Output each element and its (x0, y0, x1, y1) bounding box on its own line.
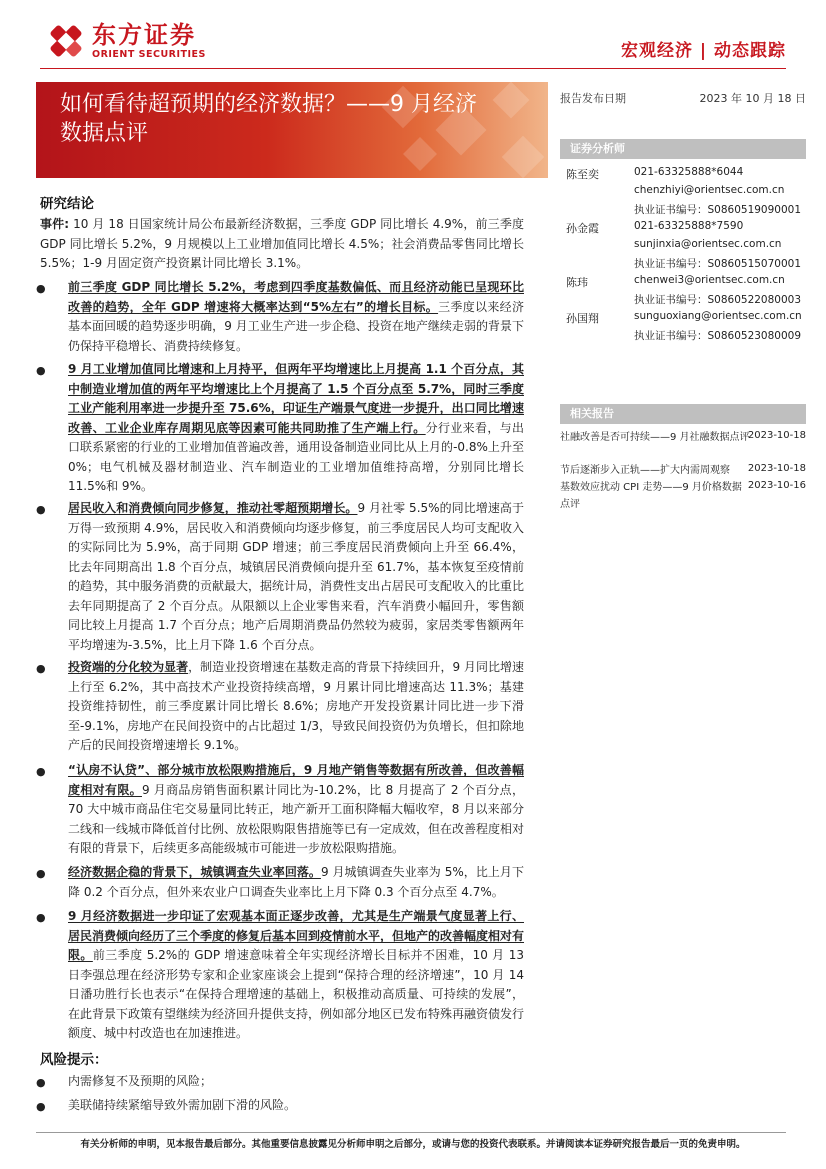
bullet-icon: ● (36, 1076, 46, 1089)
bullet-icon: ● (36, 765, 46, 778)
report-category: 宏观经济 | 动态跟踪 (620, 41, 786, 61)
related-report-date: 2023-10-16 (747, 480, 806, 491)
report-title-line1: 如何看待超预期的经济数据？——9 月经济 (60, 92, 477, 117)
point-highlight: 经济数据企稳的背景下，城镇调查失业率回落。 (68, 865, 321, 879)
point-text: 三季度以来经济基本面回暖的趋势逐步明确，9 月工业生产进一步企稳、投资在地产继续走弱的背景下仍保持平稳增长、消费持续修复。 (68, 299, 524, 353)
risk-item: 内需修复不及预期的风险； (68, 1074, 213, 1088)
point-highlight: 9 月工业增加值同比增速和上月持平，但两年平均增速比上月提高 1.1 个百分点，其中制造业增加值的两年平均增速比上个月提高了 1.5 个百分点至 5.7%，同时三季度工业产能利用率进一步提升至 75.6%，印证生产端景气度进一步提升，出口同比增速改善、工业企业库存周期见底等因素可能共同助推了生产端上行。 (68, 362, 524, 435)
analyst-email[interactable]: sunguoxiang@orientsec.com.cn (634, 310, 802, 322)
conclusion-point (68, 499, 524, 655)
logo-cn-text: 东方证券 (92, 20, 196, 49)
conclusion-point (68, 863, 524, 902)
related-heading-label: 相关报告 (570, 407, 614, 420)
event-paragraph (40, 215, 524, 274)
bullet-icon: ● (36, 503, 46, 516)
conclusion-point (68, 658, 524, 756)
bullet-icon: ● (36, 867, 46, 880)
point-highlight: “认房不认贷”、部分城市放松限购措施后，9 月地产销售等数据有所改善，但改善幅度相对有限。 (68, 763, 524, 797)
related-report-link[interactable]: 节后逐渐步入正轨——扩大内需周观察 (560, 465, 730, 476)
footer-divider (36, 1132, 786, 1133)
bullet-icon: ● (36, 364, 46, 377)
point-text: 前三季度 5.2%的 GDP 增速意味着全年实现经济增长目标并不困难，10 月 13 日李强总理在经济形势专家和企业家座谈会上提到“保持合理的经济增速”，10 月 14 日潘功胜行长也表示“在保持合理增速的基础上，积极推动高质量、可持续的发展”，在此背景下政策有望继续为经济回升提供支持，例如部分地区已发布特殊再融资债发行额度、城中村改造也在加速推进。 (68, 948, 525, 1040)
point-highlight: 前三季度 GDP 同比增长 5.2%，考虑到四季度基数偏低、而且经济动能已呈现环比改善的趋势，全年 GDP 增速将大概率达到“5%左右”的增长目标。 (68, 280, 524, 314)
related-report-link[interactable]: 社融改善是否可持续——9 月社融数据点评 (560, 432, 750, 443)
conclusion-point (68, 907, 524, 1044)
analyst-email[interactable]: chenzhiyi@orientsec.com.cn (634, 184, 785, 196)
company-logo (48, 20, 238, 62)
analyst-name: 陈至奕 (566, 168, 599, 181)
bullet-icon: ● (36, 1100, 46, 1113)
risk-item: 美联储持续紧缩导致外需加剧下滑的风险。 (68, 1098, 297, 1112)
bullet-icon: ● (36, 282, 46, 295)
report-title-line2: 数据点评 (60, 121, 149, 146)
bullet-icon: ● (36, 662, 46, 675)
point-text: 9 月城镇调查失业率为 5%，比上月下降 0.2 个百分点，但外来农业户口调查失业率比上月下降 0.3 个百分点至 4.7%。 (68, 865, 524, 899)
point-text: ，制造业投资增速在基数走高的背景下持续回升，9 月同比增速上行至 6.2%，其中高技术产业投资持续高增，9 月累计同比增速高达 11.3%；基建投资维持韧性，前三季度累计同比增长 8.6%；房地产开发投资累计同比进一步下滑至-9.1%，房地产在民间投资中的占比超过 1/3，导致民间投资仍为负增长，但扣除地产后的民间投资增速增长 9.1%。 (68, 660, 524, 752)
analyst-cert: 执业证书编号：S0860522080003 (634, 294, 802, 306)
logo-mark-icon (48, 23, 84, 59)
analyst-name: 孙金霞 (566, 222, 599, 235)
analyst-phone: 021-63325888*7590 (634, 220, 744, 232)
analyst-phone: 021-63325888*6044 (634, 166, 744, 178)
point-highlight: 投资端的分化较为显著 (68, 660, 189, 674)
analyst-cert: 执业证书编号：S0860523080009 (634, 330, 802, 342)
report-date-label: 报告发布日期 (560, 92, 626, 105)
point-text: 9 月商品房销售面积累计同比为-10.2%，比 8 月提高了 2 个百分点，70 大中城市商品住宅交易量同比转正，地产新开工面积降幅大幅收窄，8 月以来部分二线和一线城市降低首付比例、放松限购限售措施等已有一定成效，但在改善程度相对有限的背景下，后续更多高能级城市可能进一步放松限购措施。 (68, 782, 525, 855)
related-report-date: 2023-10-18 (747, 463, 806, 474)
conclusion-point (68, 278, 524, 356)
analysts-heading-label: 证券分析师 (570, 142, 625, 155)
conclusion-point (68, 761, 524, 859)
logo-en-text: ORIENT SECURITIES (92, 48, 206, 60)
point-highlight: 居民收入和消费倾向同步修复，推动社零超预期增长。 (68, 501, 358, 515)
conclusion-point (68, 360, 524, 497)
related-report-date: 2023-10-18 (747, 430, 806, 441)
event-label: 事件: (40, 217, 70, 231)
report-title (60, 90, 540, 148)
point-text: 分行业来看，与出口联系紧密的行业的工业增加值普遍改善，通用设备制造业同比从上月的-0.8%上升至 0%；电气机械及器材制造业、汽车制造业的工业增加值维持高增，分别同比增长 11.5%和 9%。 (68, 420, 524, 493)
footer-disclaimer: 有关分析师的申明，见本报告最后部分。其他重要信息披露见分析师申明之后部分，或请与您的投资代表联系。并请阅读本证券研究报告最后一页的免责申明。 (80, 1139, 746, 1150)
title-banner (36, 82, 548, 178)
conclusion-heading: 研究结论 (40, 196, 94, 212)
related-heading (560, 404, 806, 424)
point-text: 9 月社零 5.5%的同比增速高于万得一致预期 4.9%，居民收入和消费倾向均逐步修复，前三季度居民人均可支配收入的实际同比为 5.9%，高于同期 GDP 增速；前三季度居民消费倾向上升至 66.4%，比去年同期高出 1.8 个百分点，城镇居民消费倾向提升至 61.7%，基本恢复至疫情前的趋势，其中服务消费的贡献最大，据统计局，消费性支出占居民可支配收入的比重比去年同期提高了 2 个百分点。从限额以上企业零售来看，汽车消费小幅回升，零售额同比较上月提高 1.7 个百分点；地产后周期消费品仍然较为疲弱，家居类零售额两年平均增速为-3.5%，比上月下降 1.6 个百分点。 (68, 501, 525, 652)
point-highlight: 9 月经济数据进一步印证了宏观基本面正逐步改善，尤其是生产端景气度显著上行、居民消费倾向经历了三个季度的修复后基本回到疫情前水平，但地产的改善幅度相对有限。 (68, 909, 525, 962)
analyst-name: 孙国翔 (566, 312, 599, 325)
event-text: 10 月 18 日国家统计局公布最新经济数据，三季度 GDP 同比增长 4.9%，前三季度 GDP 同比增长 5.2%，9 月规模以上工业增加值同比增长 4.5%；社会消费品零售同比增长 5.5%；1-9 月固定资产投资累计同比增长 3.1%。 (40, 217, 524, 270)
analyst-email[interactable]: chenwei3@orientsec.com.cn (634, 274, 785, 286)
analyst-cert: 执业证书编号：S0860519090001 (634, 204, 802, 216)
analyst-email[interactable]: sunjinxia@orientsec.com.cn (634, 238, 782, 250)
risk-heading: 风险提示： (40, 1052, 108, 1068)
related-report-link[interactable]: 基数效应扰动 CPI 走势——9 月价格数据点评 (560, 482, 742, 510)
report-date-value: 2023 年 10 月 18 日 (699, 92, 806, 105)
analyst-name: 陈玮 (566, 276, 588, 289)
bullet-icon: ● (36, 911, 46, 924)
analysts-heading (560, 139, 806, 159)
header-divider (40, 68, 786, 69)
analyst-cert: 执业证书编号：S0860515070001 (634, 258, 802, 270)
